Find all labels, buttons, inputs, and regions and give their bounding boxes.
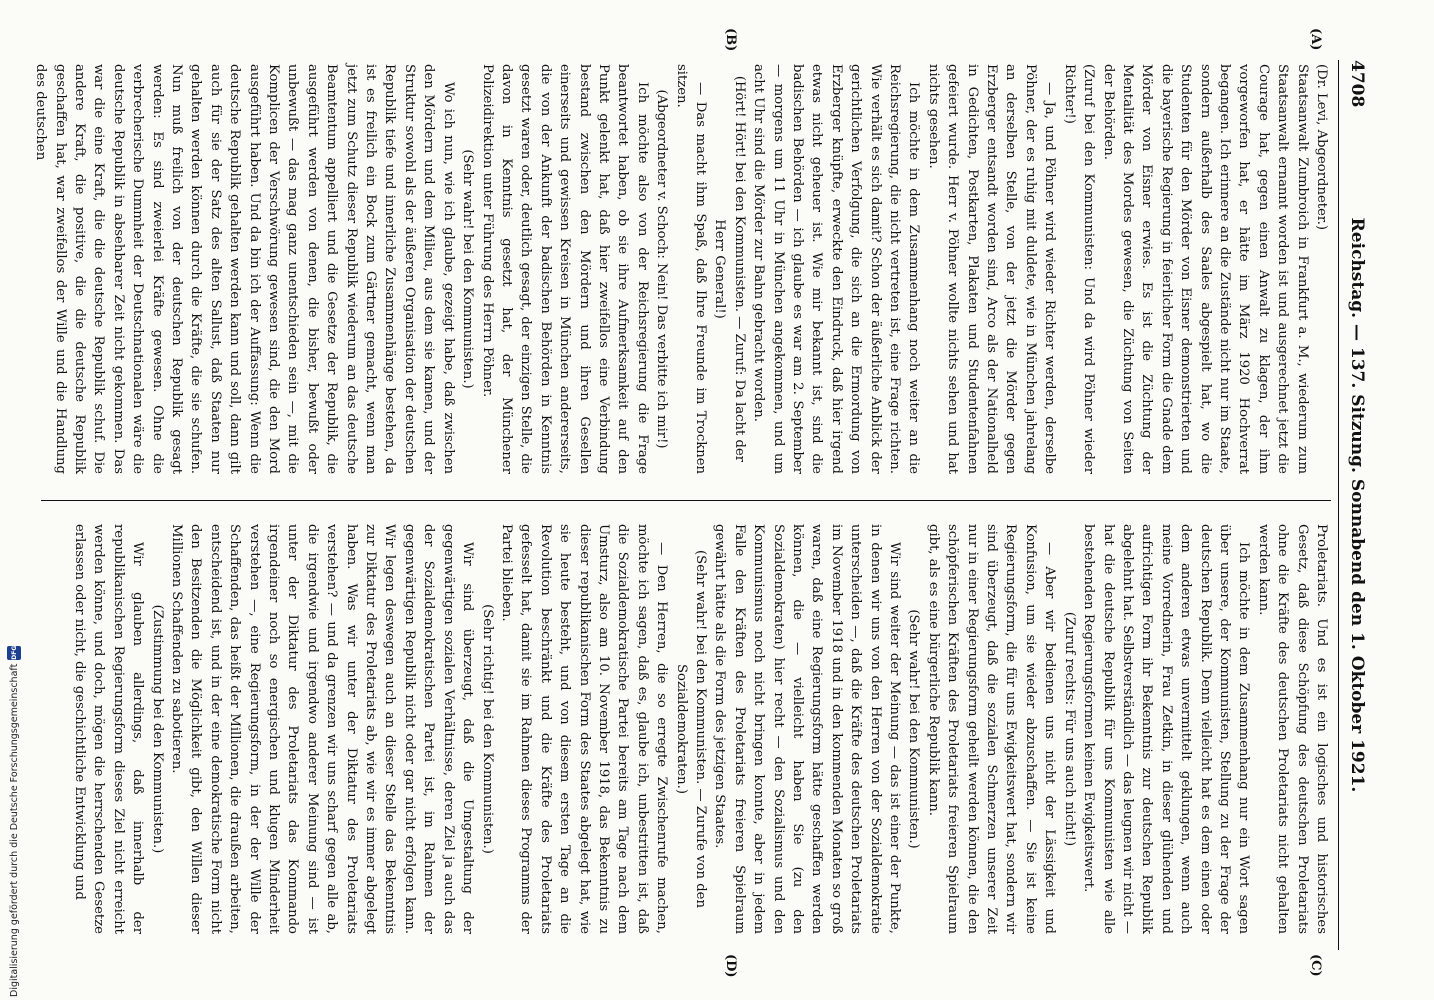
paragraph: Wir sind überzeugt, daß die Umgestaltung der gegenwärtigen sozialen Verhältnisse, deren Ziel ja auch das der Sozialdemokratischen Partei ist, im Rahmen der gegenwärtigen Republik nicht oder gar nicht erfolgen kann. Wir legen deswegen auch an dieser Stelle das Bekenntnis zur Diktatur des Proletariats ab, wie wir es immer abgelegt haben. Was wir unter der Diktatur des Proletariats verstehen? — und da grenzen wir uns scharf gegen alle ab, die irgendwie und irgendwo anderer Meinung sind — ist unter der Diktatur des Proletariats das Kommando irgendeiner noch so energischen und klugen Minderheit verstehen —, eine Regierungsform, in der der Wille der Schaffenden, das heißt der Millionen, die draußen arbeiten, entscheidend ist, und in der eine demokratische Form nicht den Besitzenden die Möglichkeit gibt, den Willen dieser Millionen Schaffenden zu sabotieren. [169, 524, 476, 934]
paragraph: (Sehr richtig! bei den Kommunisten.) [479, 604, 495, 854]
paragraph: (Sehr wahr! bei den Kommunisten.) [906, 609, 922, 849]
paragraph: (Hört! Hört! bei den Kommunisten. — Zuruf: Da lacht der Herr General!) [712, 75, 747, 463]
paragraph: Proletariats. Und es ist ein logisches und historisches Gesetz, daß diese Schöpfung des deutschen Proletariats ohne die Kräfte des deutschen Proletariats nicht gehalten werden kann. [1255, 524, 1329, 934]
margin-marker-c: (C) [1308, 954, 1323, 977]
margin-marker-a: (A) [1308, 28, 1323, 51]
credit-text: Digitalisierung gefördert durch die Deutsche Forschungsgemeinschaft [8, 663, 20, 997]
column-divider [41, 500, 1331, 501]
left-column [33, 64, 1331, 474]
paragraph: Ich möchte also von der Reichsregierung die Frage beantwortet haben, ob sie ihre Aufmerksamkeit auf den Punkt gelenkt hat, daß hier zweifellos eine Verbindung bestand zwischen den Mördern und ihren Gesellen einerseits und gewissen Kreisen in München andererseits, die von der Ankunft der badischen Behörden in Kenntnis gesetzt waren oder, deutlich gesagt, der einzigen Stelle, die davon in Kenntnis gesetzt hat, der Münchener Polizeidirektion unter Führung des Herrn Pöhner. [479, 64, 650, 474]
page-number: 4708 [1347, 60, 1367, 108]
paragraph: (Sehr wahr! bei den Kommunisten.) [460, 149, 476, 389]
paragraph: Staatsanwalt Zumbroich in Frankfurt a. M., wiederum zum Staatsanwalt ernannt worden ist und ausgerechnet jetzt die Courage hat, gegen einen Anwalt zu klagen, der ihm vorgeworfen hat, er hätte im März 1920 Hochverrat begangen. Ich erinnere an die Zustände nicht nur im Staate, sondern außerhalb des Saales abgespielt hat, wo die Studenten für den Mörder von Eisner demonstrierten und die bayerische Regierung in feierlicher Form die Gnade dem Mörder von Eisner erwies. Es ist die Züchtung der Mentalität des Mordes gewesen, die Züchtung von Seiten der Behörden. [1100, 64, 1310, 474]
paragraph: (Zuruf bei den Kommunisten: Und da wird Pöhner wieder Richter!) [1061, 64, 1097, 474]
paragraph: Ich möchte in dem Zusammenhang noch weiter an die Reichsregierung, die nicht vertreten ist, eine Frage richten. Wie verhält es sich damit? Schon der äußerliche Anblick der gerichtlichen Verfolgung, die sich an die Ermordung von Erzberger knüpfte, erweckte den Eindruck, daß hier irgend etwas nicht geheuer ist. Wie mir bekannt ist, sind die badischen Behörden — ich glaube es war am 2. September — morgens um 11 Uhr in München angekommen, und um acht Uhr sind die Mörder zur Bahn gebracht worden. [751, 64, 922, 474]
paragraph: Wir sind weiter der Meinung — das ist einer der Punkte, in denen wir uns von den Herren von der Sozialdemokratie unterscheiden —, daß die Kräfte des deutschen Proletariats im November 1918 und in den kommenden Monaten so groß waren, daß eine Regierungsform hätte geschaffen werden können, die — vielleicht haben Sie (zu den Sozialdemokraten) hier recht — den Sozialismus und den Kommunismus noch nicht bringen konnte, aber in jedem Falle den Kräften des Proletariats freieren Spielraum gewährt hätte als die Form des jetzigen Staates. [712, 524, 903, 934]
dfg-logo-icon: DFG [7, 646, 21, 660]
paragraph: Wo ich nun, wie ich glaube, gezeigt habe, daß zwischen den Mördern und dem Milieu, aus dem sie kamen, und der Struktur sowohl als der äußeren Organisation der deutschen Republik tiefe und innerliche Zusammenhänge bestehen, da ist es freilich ein Bock zum Gärtner gemacht, wenn man jetzt zum Schutz dieser Republik wiederum an das deutsche Beamtentum appelliert und die Gesetze der Republik, die ausgeführt werden von denen, die bisher, bewußt oder unbewußt — das mag ganz unentschieden sein —, mit die Komplicen der Verschwörung gewesen sind, die den Mord ausgeführt haben. Und da bin ich der Auffassung: Wenn die deutsche Republik gehalten werden kann und soll, dann gilt auch für sie der Satz des alten Sallust, daß Staaten nur gehalten werden können durch die Kräfte, die sie schufen. Nun muß freilich von der deutschen Republik gesagt werden: Es sind zweierlei Kräfte gewesen. Ohne die verbrecherische Dummheit der Deutschnationalen wäre die deutsche Republik in absehbarer Zeit nicht gekommen. Das war die eine Kraft, die die deutsche Republik schuf. Die andere Kraft, die positive, die die deutsche Republik geschaffen hat, war zweifellos der Wille und die Handlung des deutschen [33, 64, 456, 474]
page-header [1338, 60, 1375, 950]
paragraph: (Zuruf rechts: Für uns auch nicht!) [1061, 611, 1077, 847]
paragraph: — Ja, und Pöhner wird wieder Richter werden, derselbe Pöhner, der es ruhig mit duldete, wie in München jahrelang an derselben Stelle, von der jetzt die Mörder gegen Erzberger entsandt worden sind, Arco als der Nationalheld in Gedichten, Postkarten, Plakaten und Studentenfahnen gefeiert wurde. Herr v. Pöhner wollte nichts sehen und hat nichts gesehen. [925, 64, 1058, 474]
paragraph: (Abgeordneter v. Schoch: Nein! Das verbitte ich mir!) [654, 89, 670, 449]
paragraph: (Sehr wahr! bei den Kommunisten. — Zurufe von den Sozialdemokraten.) [673, 550, 708, 908]
right-column [41, 524, 1331, 934]
paragraph: — Das macht ihm Spaß, daß Ihre Freunde im Trocknen sitzen. [673, 64, 708, 474]
paragraph: Ich möchte in dem Zusammenhang nur ein Wort sagen über unsere, der Kommunisten, Stellung zu der Frage der deutschen Republik. Denn vielleicht hat es dem einen oder dem anderen etwas unvermittelt geklungen, wenn auch meine Vorrednerin, Frau Zetkin, in dieser glühenden und aufrichtigen Form ihr Bekenntnis zur deutschen Republik abgelehnt hat. Selbstverständlich — das leugnen wir nicht — hat die deutsche Republik für uns Kommunisten wie alle bestehenden Regierungsformen keinen Ewigkeitswert. [1081, 524, 1252, 934]
paragraph: — Aber wir bedienen uns nicht der Lässigkeit und Konfusion, um sie wieder abzuschaffen. — Sie ist keine Regierungsform, die für uns Ewigkeitswert hat, sondern wir sind überzeugt, daß die sozialen Schmerzen unserer Zeit nur in einer Regierungsform geheilt werden können, die den schöpferischen Kräften des Proletariats freieren Spielraum gibt, als es eine bürgerliche Republik kann. [925, 524, 1058, 934]
paragraph: Wir glauben allerdings, daß innerhalb der republikanischen Regierungsform dieses Ziel nicht erreicht werden könne, und doch, mögen die herrschenden Gesetze erlassen oder nicht, die geschichtliche Entwicklung und [72, 524, 146, 934]
paragraph: (Zustimmung bei den Kommunisten.) [149, 604, 165, 854]
margin-marker-b: (B) [723, 28, 738, 52]
page-title: Reichstag. — 137. Sitzung. Sonnabend den 1. Oktober 1921. [1347, 217, 1367, 793]
margin-marker-d: (D) [723, 954, 738, 978]
paragraph: — Den Herren, die so erregte Zwischenrufe machen, möchte ich sagen, daß es, glaube ich, unbestritten ist, daß die Sozialdemokratische Partei bereits am Tage nach dem Umsturz, also am 10. November 1918, das Bekenntnis zu dieser republikanischen Form des Staates abgelegt hat, wie sie heute besteht, und von diesem ersten Tage an die Revolution beschränkt und die Kräfte des Proletariats gefesselt hat, damit sie im Rahmen dieses Programms der Partei blieben. [498, 524, 670, 934]
document-page [23, 0, 1393, 1000]
paragraph: (Dr. Levi, Abgeordneter.) [1314, 64, 1329, 231]
